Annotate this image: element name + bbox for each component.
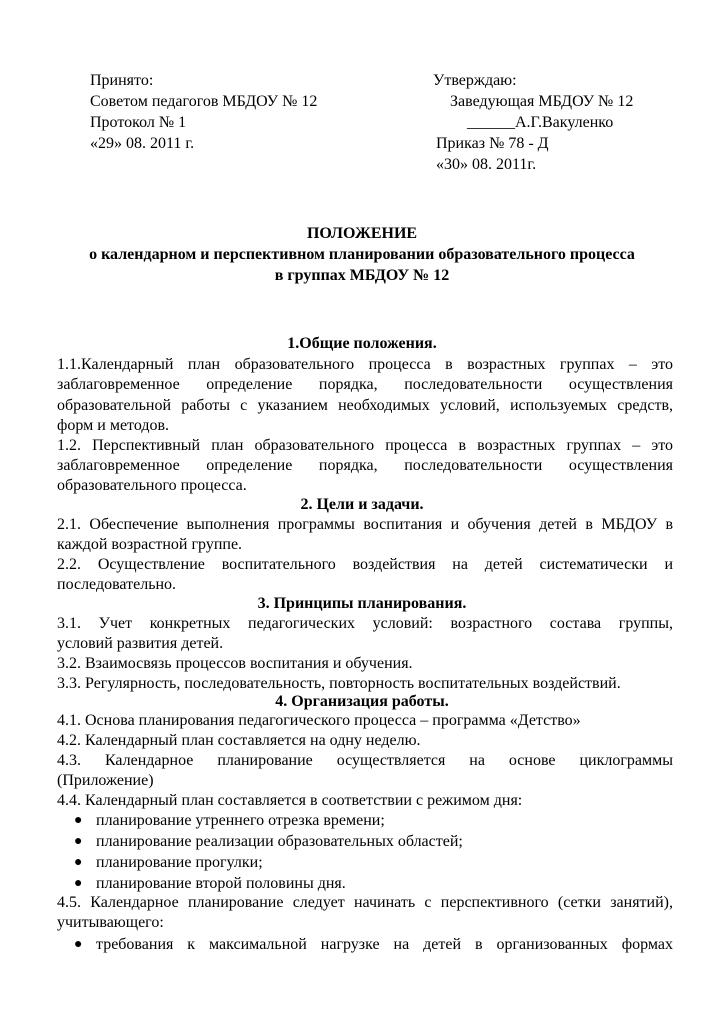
p4-1-line: 4.1. Основа планирования педагогического процесса – программа «Детство» <box>57 712 581 729</box>
p3-1-line: условий развития детей. <box>57 635 224 652</box>
list-item: планирование прогулки; <box>96 854 263 871</box>
p2-1-line: каждой возрастной группе. <box>57 536 243 553</box>
bullet-icon: ● <box>74 813 83 828</box>
list-item: планирование реализации образовательных областей; <box>96 833 463 850</box>
bullet-icon: ● <box>74 855 83 870</box>
approve-label: Утверждаю: <box>433 72 517 89</box>
p2-1-line: 2.1. Обеспечение выполнения программы воспитания и обучения детей в МБДОУ в <box>57 516 673 533</box>
p1-1-line: образовательной работы с указанием необходимых условий, используемых средств, <box>57 397 673 414</box>
list-item: планирование второй половины дня. <box>96 875 346 892</box>
p4-5-line: учитывающего: <box>57 914 164 931</box>
p1-2-line: 1.2. Перспективный план образовательного процесса в возрастных группах – это <box>57 437 673 454</box>
p3-2-line: 3.2. Взаимосвязь процессов воспитания и обучения. <box>57 655 413 672</box>
doc-title: ПОЛОЖЕНИЕ <box>306 225 418 242</box>
protocol-label: Протокол № 1 <box>90 114 187 131</box>
p2-2-line: последовательно. <box>57 576 177 593</box>
section-2-heading: 2. Цели и задачи. <box>300 496 424 513</box>
list-item: требования к максимальной нагрузке на детей в организованных формах <box>96 936 673 953</box>
p4-3-line: 4.3. Календарное планирование осуществляется на основе циклограммы <box>57 752 673 769</box>
section-3-heading: 3. Принципы планирования. <box>257 595 467 612</box>
list-item: планирование утреннего отрезка времени; <box>96 812 385 829</box>
accepted-label: Принято: <box>90 72 154 89</box>
signature-line: ______А.Г.Вакуленко <box>467 114 614 131</box>
p1-2-line: заблаговременное определение порядка, последовательности осуществления <box>57 457 673 474</box>
p2-2-line: 2.2. Осуществление воспитательного воздействия на детей систематически и <box>57 556 673 573</box>
p4-3-line: (Приложение) <box>57 772 154 789</box>
accepted-date: «29» 08. 2011 г. <box>90 135 195 152</box>
order-label: Приказ № 78 - Д <box>436 135 549 152</box>
doc-subtitle-1: о календарном и перспективном планировании образовательного процесса <box>89 246 635 263</box>
p3-1-line: 3.1. Учет конкретных педагогических условий: возрастного состава группы, <box>57 615 673 632</box>
p1-2-line: образовательного процесса. <box>57 477 247 494</box>
p3-3-line: 3.3. Регулярность, последовательность, повторность воспитательных воздействий. <box>57 675 621 692</box>
bullet-icon: ● <box>74 937 83 952</box>
p4-5-line: 4.5. Календарное планирование следует начинать с перспективного (сетки занятий), <box>57 894 673 911</box>
bullet-icon: ● <box>74 876 83 891</box>
p1-1-line: заблаговременное определение порядка, последовательности осуществления <box>57 376 673 393</box>
section-1-heading: 1.Общие положения. <box>287 335 437 352</box>
head-label: Заведующая МБДОУ № 12 <box>450 93 634 110</box>
p1-1-line: форм и методов. <box>57 417 170 434</box>
approve-date: «30» 08. 2011г. <box>436 156 537 173</box>
council-label: Советом педагогов МБДОУ № 12 <box>90 93 318 110</box>
p1-1-line: 1.1.Календарный план образовательного процесса в возрастных группах – это <box>57 356 673 373</box>
p4-2-line: 4.2. Календарный план составляется на одну неделю. <box>57 732 421 749</box>
bullet-icon: ● <box>74 834 83 849</box>
p4-4-line: 4.4. Календарный план составляется в соответствии с режимом дня: <box>57 792 523 809</box>
doc-subtitle-2: в группах МБДОУ № 12 <box>274 267 450 284</box>
section-4-heading: 4. Организация работы. <box>275 693 449 710</box>
